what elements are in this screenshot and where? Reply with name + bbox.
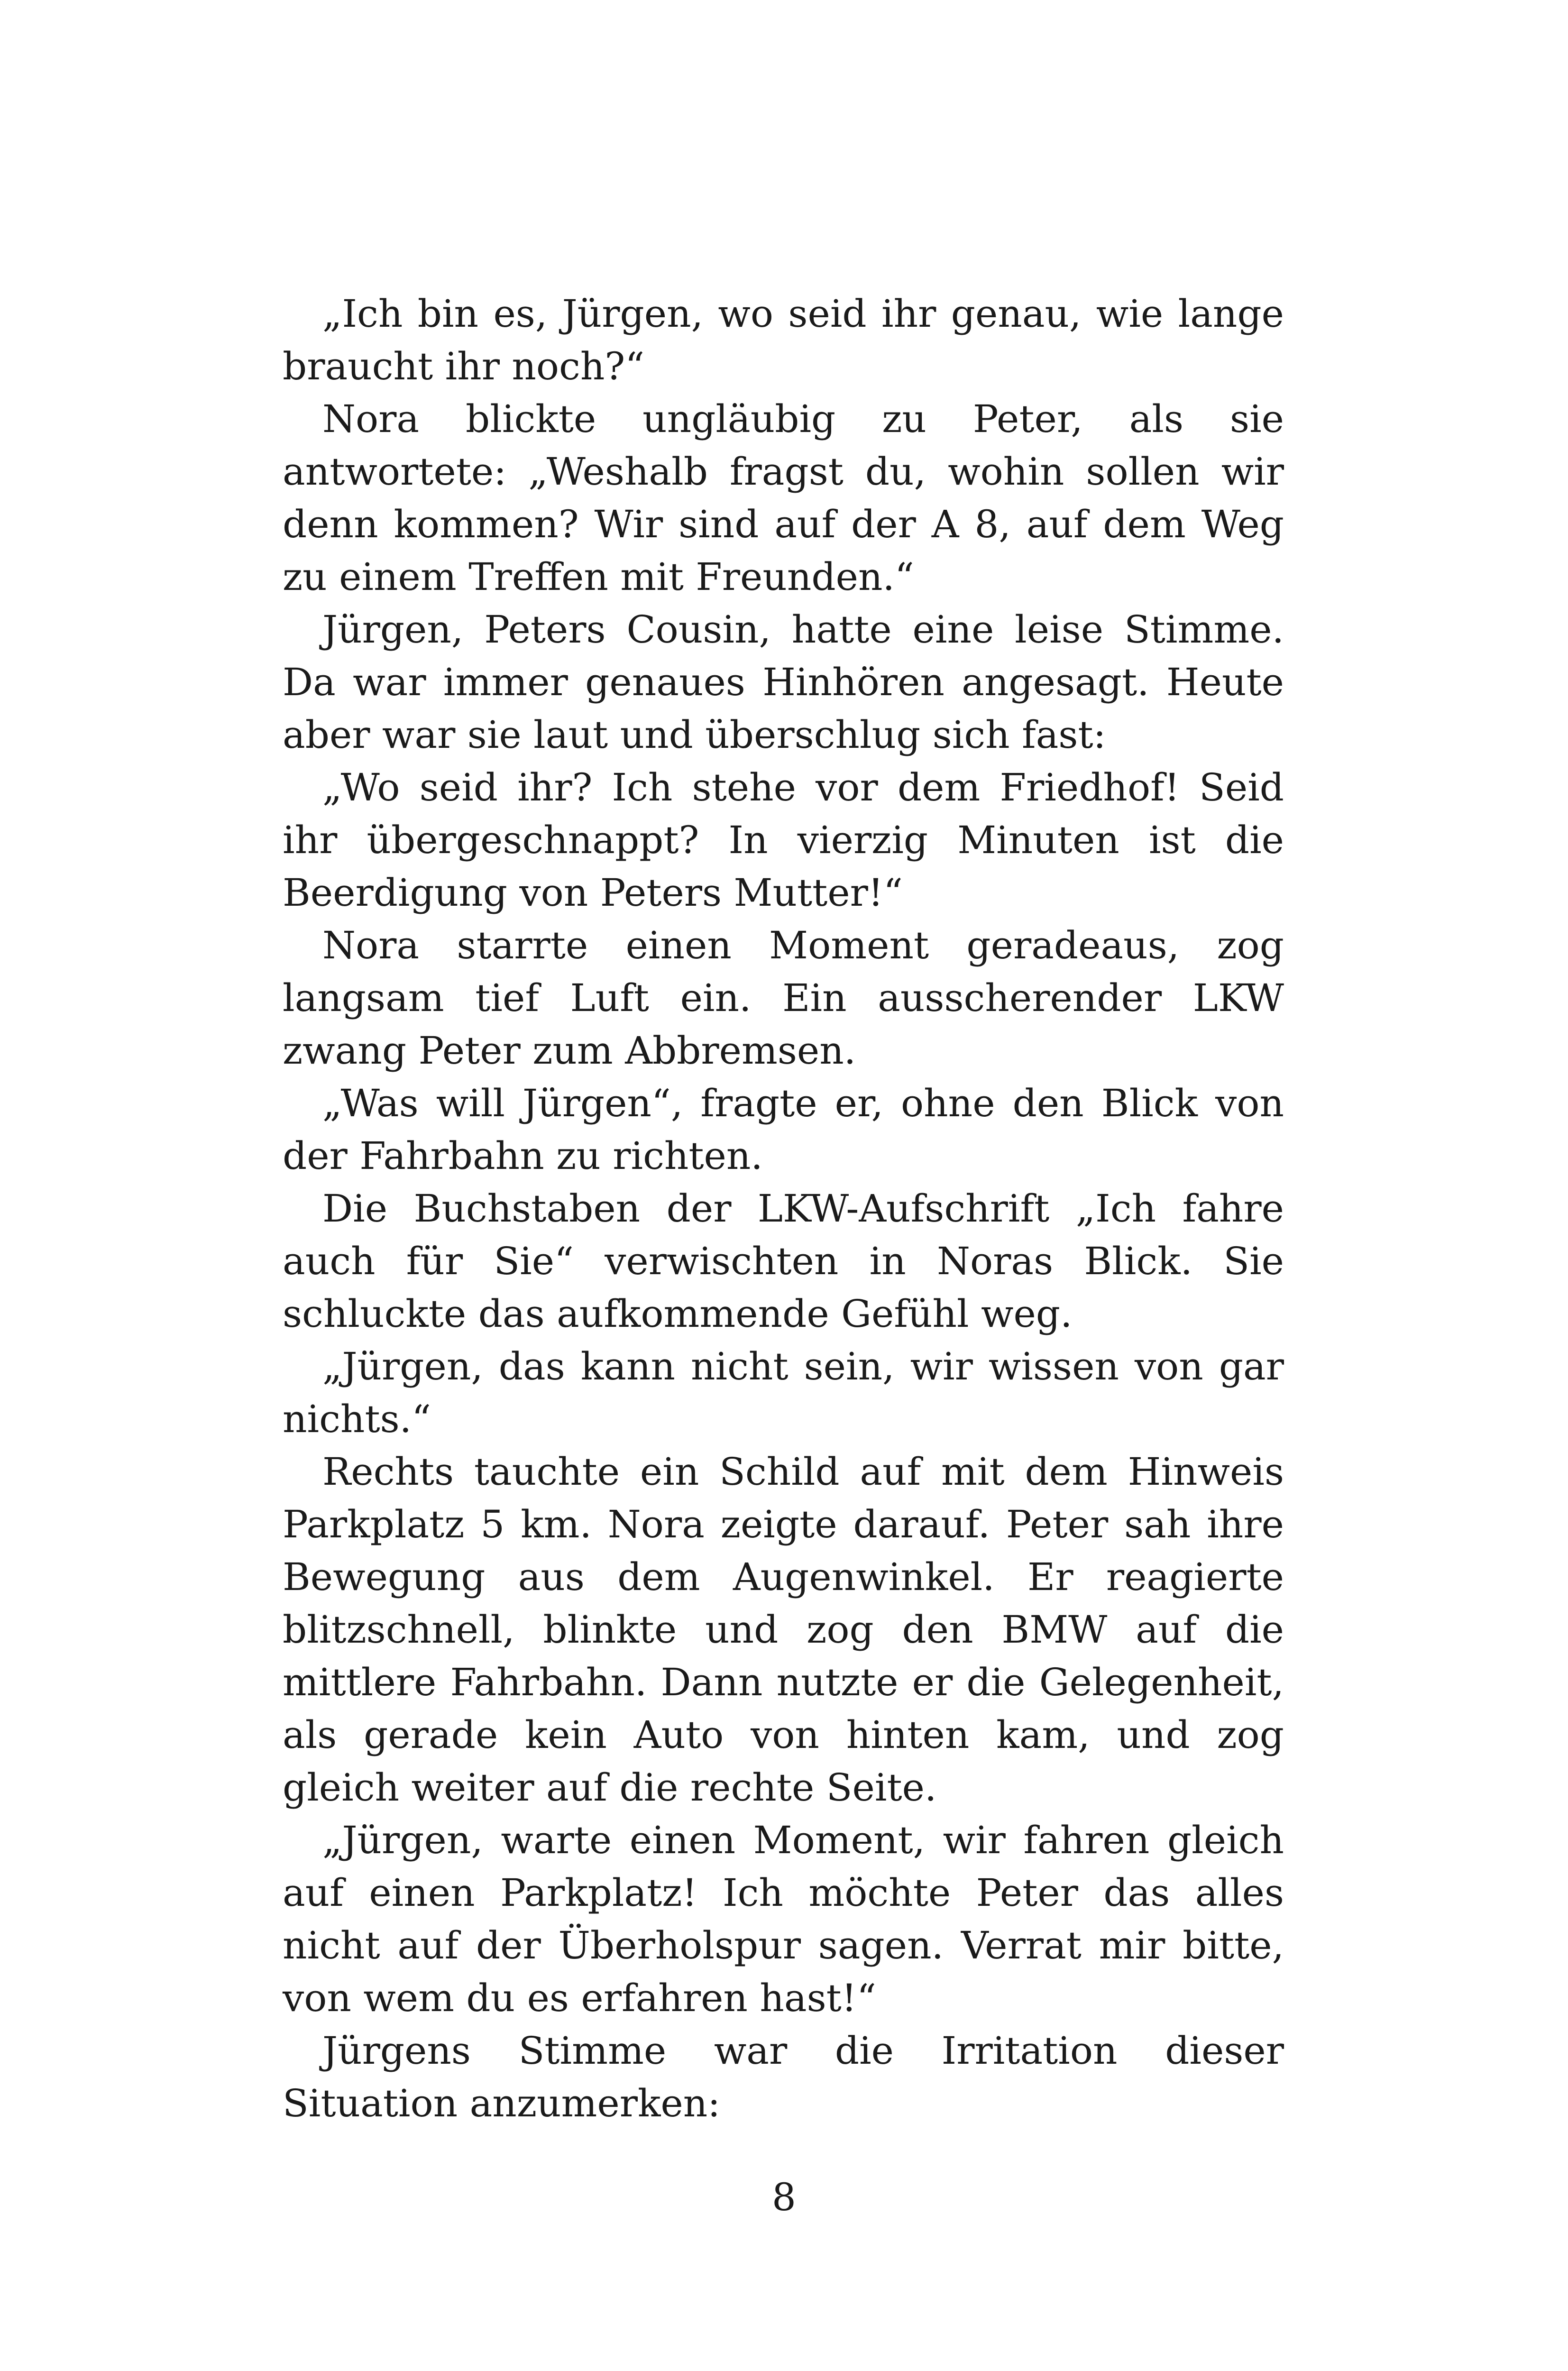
paragraph: Die Buchstaben der LKW-Aufschrift „Ich fahre auch für Sie“ verwischten in Noras Blick. Sie schluckte das aufkommende Gefühl weg. (283, 1186, 1284, 1336)
body-text (283, 287, 1284, 2130)
paragraph: „Jürgen, warte einen Moment, wir fahren gleich auf einen Parkplatz! Ich möchte Peter das alles nicht auf der Überholspur sagen. Verrat mir bitte, von wem du es erfahren hast!“ (283, 1818, 1284, 2020)
paragraph: Nora blickte ungläubig zu Peter, als sie antwortete: „Weshalb fragst du, wohin sollen wir denn kommen? Wir sind auf der A 8, auf dem Weg zu einem Treffen mit Freunden.“ (283, 397, 1284, 599)
paragraph: „Jürgen, das kann nicht sein, wir wissen von gar nichts.“ (283, 1344, 1284, 1441)
paragraph: Nora starrte einen Moment geradeaus, zog langsam tief Luft ein. Ein ausscherender LKW zwang Peter zum Abbremsen. (283, 923, 1284, 1073)
paragraph: Jürgen, Peters Cousin, hatte eine leise Stimme. Da war immer genaues Hinhören angesagt. Heute aber war sie laut und überschlug sich fast: (283, 607, 1284, 757)
paragraph: „Was will Jürgen“, fragte er, ohne den Blick von der Fahrbahn zu richten. (283, 1081, 1284, 1178)
paragraph: „Wo seid ihr? Ich stehe vor dem Friedhof! Seid ihr übergeschnappt? In vierzig Minuten ist die Beerdigung von Peters Mutter!“ (283, 765, 1284, 915)
paragraph: Rechts tauchte ein Schild auf mit dem Hinweis Parkplatz 5 km. Nora zeigte darauf. Peter sah ihre Bewegung aus dem Augenwinkel. Er reagierte blitzschnell, blinkte und zog den BMW auf die mittlere Fahrbahn. Dann nutzte er die Gelegenheit, als gerade kein Auto von hinten kam, und zog gleich weiter auf die rechte Seite. (283, 1450, 1284, 1810)
page-number: 8 (772, 2175, 796, 2219)
paragraph: Jürgens Stimme war die Irritation dieser Situation anzumerken: (283, 2029, 1284, 2125)
paragraph: „Ich bin es, Jürgen, wo seid ihr genau, wie lange braucht ihr noch?“ (283, 292, 1284, 388)
